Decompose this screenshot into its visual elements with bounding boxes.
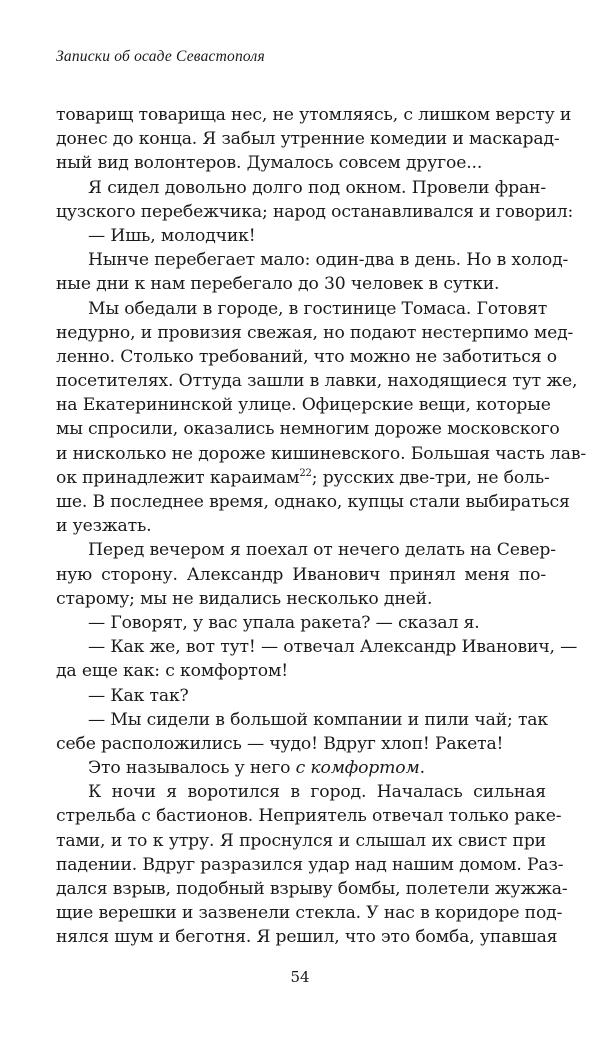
line-text: Мы обедали в городе, в гостинице Томаса. Готовят [88,298,548,319]
line-text: ные дни к нам перебегало до 30 человек в сутки. [56,274,500,295]
text-line [56,272,546,296]
line-text: посетителях. Оттуда зашли в лавки, находящиеся тут же, [56,371,578,392]
text-line [56,659,546,683]
line-text: дался взрыв, подобный взрыву бомбы, полетели жужжа- [56,879,568,899]
line-text: цузского перебежчика; народ останавливался и говорил: [56,201,574,222]
line-text: мы спросили, оказались немногим дороже московского [56,419,560,440]
line-text-continued: ; русских две-три, не боль- [311,467,550,488]
text-line [56,369,578,393]
line-text: ше. В последнее время, однако, купцы стали выбираться [56,492,570,512]
text-line [56,611,546,635]
line-text: — Ишь, молодчик! [88,225,256,246]
text-line [56,466,550,490]
text-line [56,732,546,756]
line-text: старому; мы не видались несколько дней. [56,588,433,609]
text-line [56,393,551,417]
text-line [56,780,546,804]
text-line [56,708,546,732]
line-text: ный вид волонтеров. Думалось совсем другое... [56,153,483,174]
text-line [56,297,546,321]
text-line [56,103,572,127]
footnote-marker: 22 [299,467,312,479]
line-text: себе расположились — чудо! Вдруг хлоп! Ракета! [56,733,504,754]
line-text: Перед вечером я поехал от нечего делать на Север- [88,540,556,561]
line-text: ную сторону. Александр Иванович принял меня по- [56,564,546,585]
line-text: щие верешки и зазвенели стекла. У нас в коридоре под- [56,903,563,924]
page-number: 54 [290,968,310,986]
running-head: Записки об осаде Севастополя [56,48,265,65]
line-text: тами, и то к утру. Я проснулся и слышал их свист при [56,830,546,851]
line-text: — Говорят, у вас упала ракета? — сказал я. [88,612,480,633]
text-line [56,321,574,345]
line-text: К ночи я воротился в город. Началась сильная [88,782,546,803]
line-text: — Как так? [88,685,189,706]
text-line [56,635,578,659]
text-line [56,248,569,272]
line-text: ок принадлежит караимам [56,467,300,488]
line-text: да еще как: с комфортом! [56,661,288,682]
text-line [56,804,562,828]
line-text: Это называлось у него [88,758,296,779]
text-line [56,538,556,562]
text-line [56,345,557,369]
text-line [56,587,546,611]
line-text: Я сидел довольно долго под окном. Провели фран- [88,177,546,198]
line-text: недурно, и провизия свежая, но подают нестерпимо мед- [56,322,574,343]
line-text: ленно. Столько требований, что можно не заботиться о [56,346,557,367]
text-line [56,442,587,466]
line-text: — Мы сидели в большой компании и пили чай; так [88,709,548,730]
text-line [56,877,568,901]
text-line [56,417,560,441]
line-text: Нынче перебегает мало: один-два в день. Но в холод- [88,250,569,271]
text-line [56,200,574,224]
line-text: нялся шум и беготня. Я решил, что это бомба, упавшая [56,927,558,948]
line-text: падении. Вдруг разразился удар над нашим домом. Раз- [56,854,564,875]
text-line [56,127,560,151]
line-text-continued: . [419,758,425,779]
text-line [56,684,546,708]
text-line [56,514,546,538]
text-line [56,176,546,200]
text-line [56,490,570,514]
body-text [56,103,587,950]
text-line [56,925,558,949]
line-text: товарищ товарища нес, не утомляясь, с лишком версту и [56,105,572,125]
line-text: и уезжать. [56,516,152,537]
emphasis-text: с комфортом [295,758,420,779]
line-text: — Как же, вот тут! — отвечал Александр Иванович, — [88,637,578,658]
text-line [56,224,546,248]
text-line [56,151,546,175]
text-line [56,853,564,877]
line-text: донес до конца. Я забыл утренние комедии и маскарад- [56,129,560,150]
text-line [56,563,546,587]
text-line [56,829,546,853]
text-line [56,901,563,925]
line-text: и нисколько не дороже кишиневского. Большая часть лав- [56,443,587,464]
line-text: стрельба с бастионов. Неприятель отвечал только раке- [56,806,562,827]
text-line [56,756,546,780]
line-text: на Екатерининской улице. Офицерские вещи, которые [56,395,551,416]
